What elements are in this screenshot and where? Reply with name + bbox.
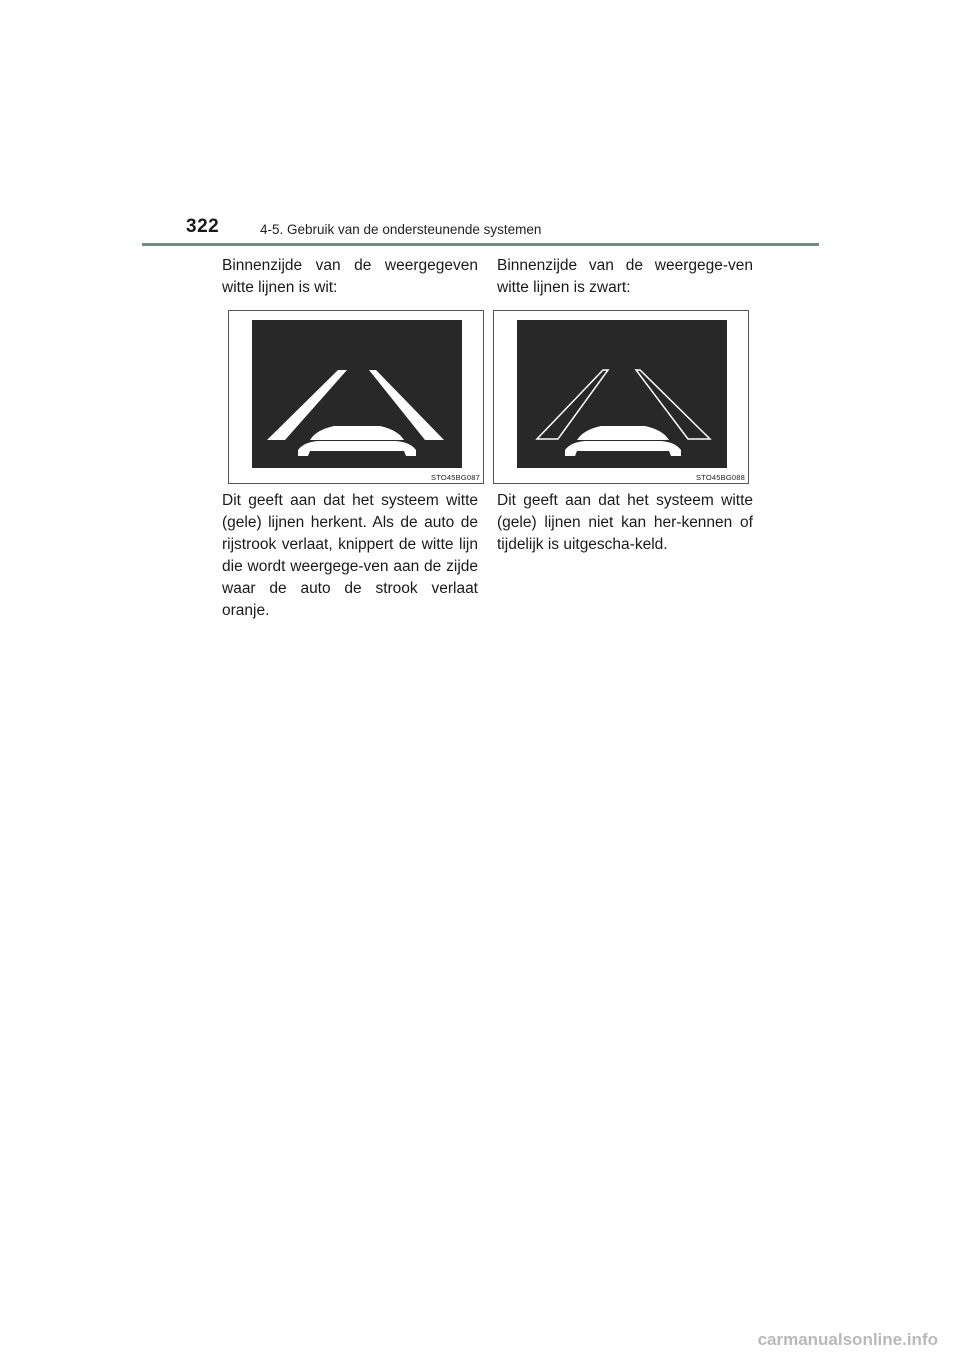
- car-hood-icon: [577, 426, 669, 440]
- car-front-icon: [565, 441, 681, 456]
- left-heading: [222, 255, 478, 299]
- figure-code: STO45BG088: [696, 473, 745, 482]
- section-title: 4-5. Gebruik van de ondersteunende systemen: [260, 222, 542, 237]
- left-caption-text: Dit geeft aan dat het systeem witte (gele) lijnen herkent. Als de auto de rijstrook verlaat, knippert de witte lijn die wordt weergege-ven aan de zijde waar de auto de strook verlaat oranje.: [222, 492, 478, 619]
- right-heading-text: Binnenzijde van de weergege-ven witte lijnen is zwart:: [497, 257, 753, 296]
- display-screen: [252, 320, 462, 468]
- right-caption: [497, 490, 753, 556]
- car-hood-icon: [310, 426, 404, 440]
- lane-display-filled-illustration: [252, 320, 462, 468]
- page-number: 322: [186, 216, 220, 237]
- figure-code: STO45BG087: [431, 473, 480, 482]
- header-rule: [142, 243, 819, 246]
- car-front-icon: [298, 441, 416, 456]
- figure-lines-recognized: [228, 310, 484, 484]
- right-caption-text: Dit geeft aan dat het systeem witte (gele) lijnen niet kan her-kennen of tijdelijk is uitgescha-keld.: [497, 492, 753, 553]
- lane-display-outline-illustration: [517, 320, 727, 468]
- figure-lines-not-recognized: [493, 310, 749, 484]
- watermark: carmanualsonline.info: [757, 1330, 938, 1349]
- left-caption: [222, 490, 478, 622]
- display-screen: [517, 320, 727, 468]
- left-heading-text: Binnenzijde van de weergegeven witte lijnen is wit:: [222, 257, 478, 296]
- right-heading: [497, 255, 753, 299]
